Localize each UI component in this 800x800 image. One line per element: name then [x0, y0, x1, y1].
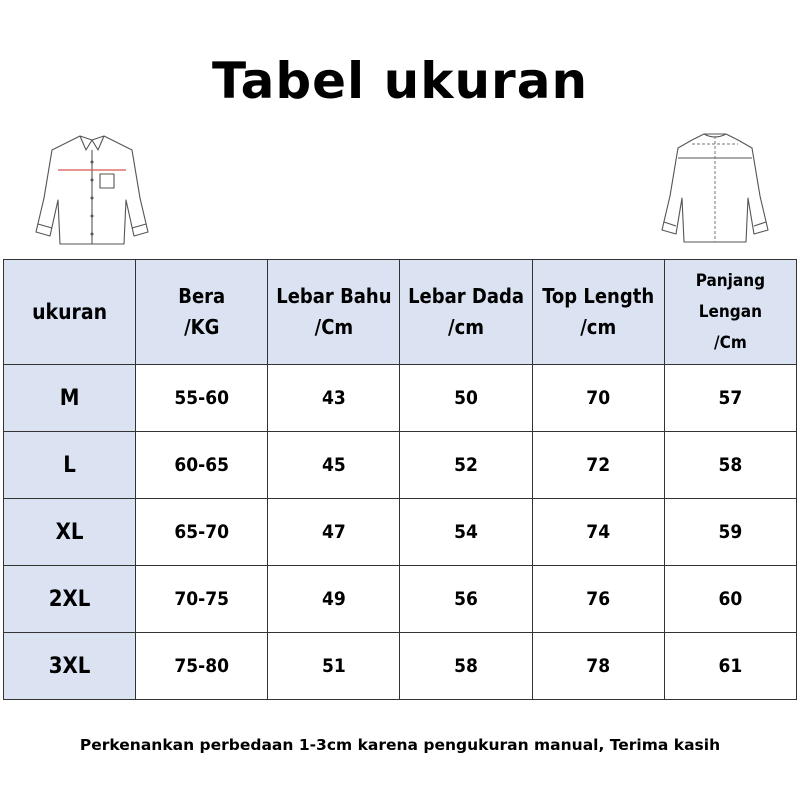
header-unit: /KG — [184, 315, 220, 339]
shoulder-cell: 47 — [268, 499, 400, 566]
chest-cell: 50 — [400, 365, 532, 432]
sleeve-cell: 59 — [664, 499, 796, 566]
header-panjang-lengan — [664, 260, 796, 365]
weight-cell: 75-80 — [136, 633, 268, 700]
shoulder-cell: 51 — [268, 633, 400, 700]
header-bera — [136, 260, 268, 365]
length-cell: 72 — [532, 432, 664, 499]
length-cell: 76 — [532, 566, 664, 633]
weight-cell: 70-75 — [136, 566, 268, 633]
weight-cell: 55-60 — [136, 365, 268, 432]
length-cell: 70 — [532, 365, 664, 432]
header-unit: /cm — [448, 315, 485, 339]
shirt-front-icon — [28, 128, 156, 248]
header-unit: /Cm — [314, 315, 354, 339]
size-cell: L — [4, 432, 136, 499]
chest-cell: 54 — [400, 499, 532, 566]
table-row — [4, 432, 797, 499]
size-table — [3, 259, 797, 700]
table-row — [4, 566, 797, 633]
header-line: Lebar Dada — [408, 284, 525, 308]
header-unit: /cm — [580, 315, 617, 339]
length-cell: 74 — [532, 499, 664, 566]
header-lebar-dada — [400, 260, 532, 365]
length-cell: 78 — [532, 633, 664, 700]
size-cell: 2XL — [4, 566, 136, 633]
size-cell: 3XL — [4, 633, 136, 700]
size-cell: M — [4, 365, 136, 432]
chest-cell: 58 — [400, 633, 532, 700]
table-row — [4, 365, 797, 432]
weight-cell: 60-65 — [136, 432, 268, 499]
chest-cell: 56 — [400, 566, 532, 633]
page-title: Tabel ukuran — [211, 52, 589, 110]
sleeve-cell: 61 — [664, 633, 796, 700]
footer-note: Perkenankan perbedaan 1-3cm karena pengukuran manual, Terima kasih — [79, 736, 721, 754]
sleeve-cell: 58 — [664, 432, 796, 499]
shoulder-cell: 49 — [268, 566, 400, 633]
table-row — [4, 499, 797, 566]
shirt-back-icon — [656, 126, 774, 246]
header-line: ukuran — [32, 299, 108, 324]
sleeve-cell: 60 — [664, 566, 796, 633]
header-lebar-bahu — [268, 260, 400, 365]
header-line: Top Length — [542, 284, 655, 308]
sleeve-cell: 57 — [664, 365, 796, 432]
header-ukuran — [4, 260, 136, 365]
weight-cell: 65-70 — [136, 499, 268, 566]
table-row — [4, 633, 797, 700]
size-cell: XL — [4, 499, 136, 566]
header-line: Lebar Bahu — [276, 284, 392, 308]
header-line: Panjang Lengan — [695, 270, 766, 322]
shoulder-cell: 45 — [268, 432, 400, 499]
header-unit: /Cm — [714, 332, 747, 353]
table-header-row — [4, 260, 797, 365]
shoulder-cell: 43 — [268, 365, 400, 432]
chest-cell: 52 — [400, 432, 532, 499]
header-line: Bera — [178, 284, 226, 308]
header-top-length — [532, 260, 664, 365]
